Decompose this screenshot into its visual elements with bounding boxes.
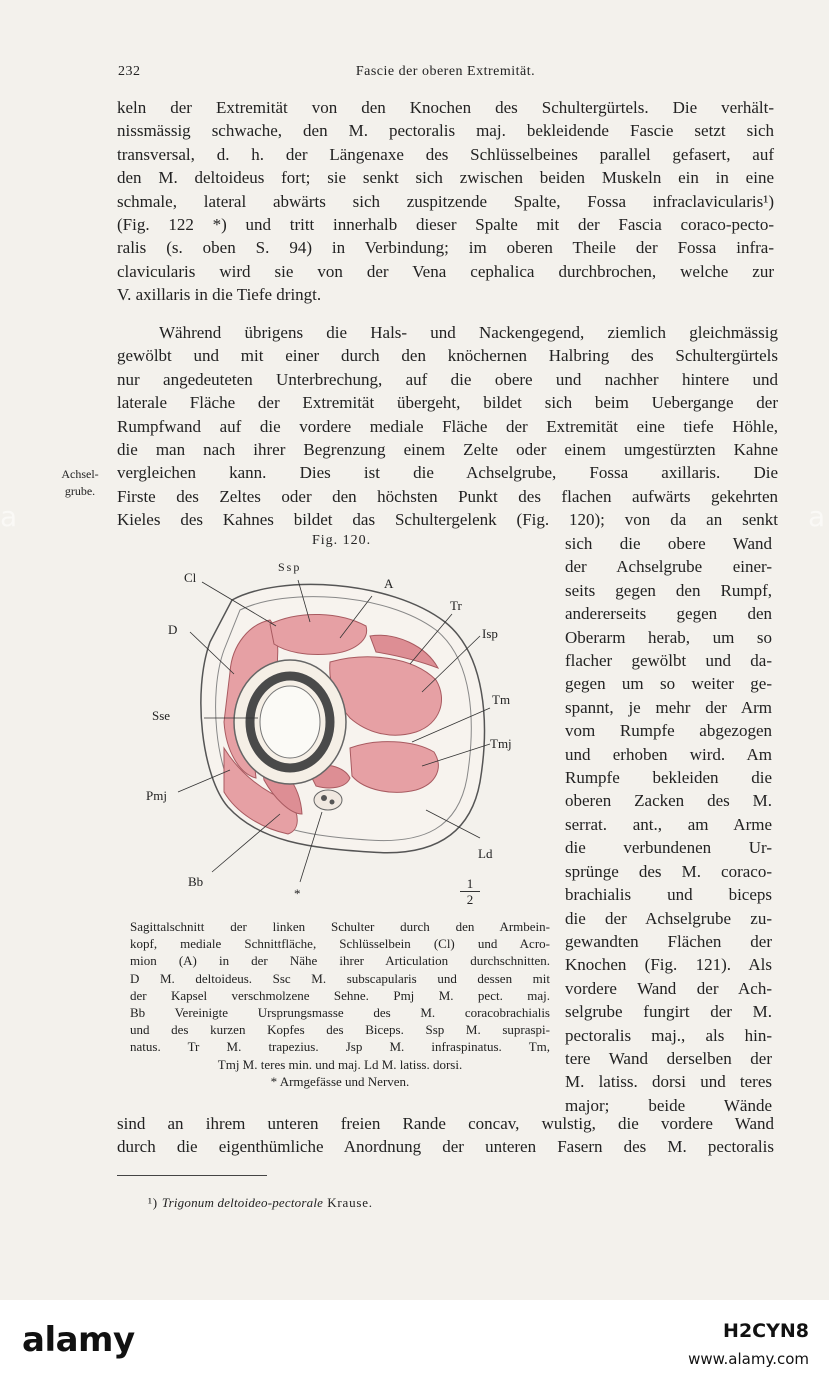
margin-note-line: grube. bbox=[64, 484, 96, 498]
text-line: sind an ihrem unteren freien Rande concav, wulstig, die vordere Wand bbox=[117, 1114, 774, 1133]
stock-logo: alamy bbox=[22, 1320, 135, 1360]
label-isp: Isp bbox=[482, 626, 498, 641]
text-line: sich die obere Wand bbox=[565, 534, 772, 553]
text-line: gegen um so weiter ge- bbox=[565, 674, 772, 694]
text-line: vordere Wand der Ach- bbox=[565, 978, 772, 998]
text-line: gewandten Flächen der bbox=[565, 931, 772, 951]
text-line: die verbundenen Ur- bbox=[565, 838, 772, 858]
paragraph-1 bbox=[117, 96, 774, 307]
label-sse: Sse bbox=[152, 708, 171, 723]
text-line: M. latiss. dorsi und teres bbox=[565, 1072, 772, 1092]
paragraph-2 bbox=[117, 321, 778, 532]
text-line: und erhoben wird. Am bbox=[565, 744, 772, 764]
margin-note-line: Achsel- bbox=[61, 467, 99, 481]
text-line: die man nach ihrer Begrenzung einem Zelte oder einem umgestürzten Kahne bbox=[117, 440, 778, 460]
caption-line: kopf, mediale Schnittfläche, Schlüsselbein (Cl) und Acro- bbox=[130, 936, 550, 952]
text-line: vergleichen kann. Dies ist die Achselgrube, Fossa axillaris. Die bbox=[117, 463, 778, 483]
humerus-head bbox=[234, 660, 346, 784]
text-line: pectoralis maj., als hin- bbox=[565, 1025, 772, 1045]
label-ssp: Ssp bbox=[278, 560, 302, 574]
text-line: clavicularis wird sie von der Vena cephalica durchbrochen, welche zur bbox=[117, 261, 774, 281]
text-line: nissmässig schwache, den M. pectoralis maj. bekleidende Fascie setzt sich bbox=[117, 121, 774, 141]
caption-line: Tmj M. teres min. und maj. Ld M. latiss. dorsi. bbox=[217, 1056, 463, 1072]
text-line: Rumpfe bekleiden die bbox=[565, 768, 772, 788]
text-line: Oberarm herab, um so bbox=[565, 627, 772, 647]
page-number: 232 bbox=[118, 64, 141, 79]
caption-line: der Kapsel verschmolzene Sehne. Pmj M. pect. maj. bbox=[130, 987, 550, 1003]
text-line: sprünge des M. coraco- bbox=[565, 861, 772, 881]
watermark-mark: a bbox=[0, 500, 18, 533]
text-line: nur angedeuteten Unterbrechung, auf die obere und nachher hintere und bbox=[117, 369, 778, 389]
label-tr: Tr bbox=[450, 598, 462, 613]
text-line: Kieles des Kahnes bildet das Schultergelenk (Fig. 120); von da an senkt bbox=[117, 510, 778, 530]
text-line: gewölbt und mit einer durch den knöchernen Halbring des Schultergürtels bbox=[117, 346, 778, 366]
label-cl: Cl bbox=[184, 570, 197, 585]
text-line: tere Wand derselben der bbox=[565, 1048, 772, 1068]
muscle-supraspinatus bbox=[270, 614, 367, 654]
anatomical-figure bbox=[140, 552, 520, 912]
label-pmj: Pmj bbox=[146, 788, 167, 803]
scale-denominator: 2 bbox=[466, 892, 474, 907]
caption-line: Sagittalschnitt der linken Schulter durch den Armbein- bbox=[130, 919, 550, 934]
text-line: Firste des Zeltes oder den höchsten Punkt des flachen aufwärts gekehrten bbox=[117, 486, 778, 506]
running-title: Fascie der oberen Extremität. bbox=[355, 64, 536, 79]
text-line: ralis (s. oben S. 94) in Verbindung; im oberen Theile der Fossa infra- bbox=[117, 238, 774, 258]
label-tm: Tm bbox=[492, 692, 511, 707]
text-line: die der Achselgrube zu- bbox=[565, 908, 772, 928]
caption-line: Bb Vereinigte Ursprungsmasse des M. coracobrachialis bbox=[130, 1005, 550, 1021]
caption-line: * Armgefässe und Nerven. bbox=[270, 1073, 410, 1089]
footnote-term: Trigonum deltoideo-pectorale bbox=[161, 1195, 324, 1210]
text-line: (Fig. 122 *) und tritt innerhalb dieser Spalte mit der Fascia coraco-pecto- bbox=[117, 215, 774, 235]
text-line: schmale, lateral abwärts sich zuspitzende Spalte, Fossa infraclavicularis¹) bbox=[117, 191, 774, 211]
label-a: A bbox=[384, 576, 394, 591]
text-line: laterale Fläche der Extremität übergeht, bildet sich beim Uebergange der bbox=[117, 393, 778, 413]
label-d: D bbox=[168, 622, 178, 637]
text-line: major; beide Wände bbox=[565, 1095, 772, 1115]
running-header bbox=[118, 64, 773, 86]
text-line: keln der Extremität von den Knochen des Schultergürtels. Die verhält- bbox=[117, 98, 774, 117]
footnote-author: Krause. bbox=[327, 1195, 373, 1210]
footnote-rule bbox=[117, 1175, 267, 1176]
shoulder-section-illustration bbox=[140, 552, 520, 912]
scale-fraction bbox=[458, 876, 482, 907]
text-line: vom Rumpfe abgezogen bbox=[565, 721, 772, 741]
vessels-and-nerves bbox=[314, 790, 342, 810]
text-line: V. axillaris in die Tiefe dringt. bbox=[117, 285, 322, 305]
label-star: * bbox=[294, 886, 301, 901]
caption-line: D M. deltoideus. Ssc M. subscapularis und dessen mit bbox=[130, 970, 550, 986]
text-line: selgrube fungirt der M. bbox=[565, 1002, 772, 1022]
text-line: seits gegen den Rumpf, bbox=[565, 580, 772, 600]
text-line: serrat. ant., am Arme bbox=[565, 814, 772, 834]
text-line: spannt, je mehr der Arm bbox=[565, 697, 772, 717]
text-line: transversal, d. h. der Längenaxe des Schlüsselbeines parallel gefasert, auf bbox=[117, 144, 774, 164]
paragraph-3-side-column bbox=[565, 532, 772, 1117]
text-line: Während übrigens die Hals- und Nackengegend, ziemlich gleichmässig bbox=[159, 323, 778, 342]
scale-numerator: 1 bbox=[466, 876, 474, 891]
caption-line: mion (A) in der Nähe ihrer Articulation durchschnitten. bbox=[130, 953, 550, 969]
text-line: der Achselgrube einer- bbox=[565, 557, 772, 577]
margin-note bbox=[52, 466, 108, 500]
text-line: den M. deltoideus fort; sie senkt sich zwischen beiden Muskeln ein in eine bbox=[117, 168, 774, 188]
text-line: oberen Zacken des M. bbox=[565, 791, 772, 811]
text-line: brachialis und biceps bbox=[565, 885, 772, 905]
stock-image-id: H2CYN8 bbox=[723, 1320, 809, 1342]
figure-caption bbox=[130, 918, 550, 1090]
watermark-mark: a bbox=[808, 500, 826, 533]
label-tmj: Tmj bbox=[490, 736, 512, 751]
paragraph-4 bbox=[117, 1112, 774, 1159]
label-ld: Ld bbox=[478, 846, 493, 861]
caption-line: und des kurzen Kopfes des Biceps. Ssp M. supraspi- bbox=[130, 1022, 550, 1038]
text-line: Rumpfwand auf die vordere mediale Fläche der Extremität eine tiefe Höhle, bbox=[117, 416, 778, 436]
footnote bbox=[148, 1195, 373, 1211]
text-line: Knochen (Fig. 121). Als bbox=[565, 955, 772, 975]
figure-title: Fig. 120. bbox=[312, 533, 372, 548]
text-line: flacher gewölbt und da- bbox=[565, 651, 772, 671]
footnote-marker: ¹) bbox=[148, 1195, 158, 1210]
text-line: durch die eigenthümliche Anordnung der unteren Fasern des M. pectoralis bbox=[117, 1137, 774, 1157]
text-line: andererseits gegen den bbox=[565, 604, 772, 624]
caption-line: natus. Tr M. trapezius. Jsp M. infraspinatus. Tm, bbox=[130, 1039, 550, 1055]
label-bb: Bb bbox=[188, 874, 204, 889]
stock-url: www.alamy.com bbox=[688, 1350, 809, 1368]
